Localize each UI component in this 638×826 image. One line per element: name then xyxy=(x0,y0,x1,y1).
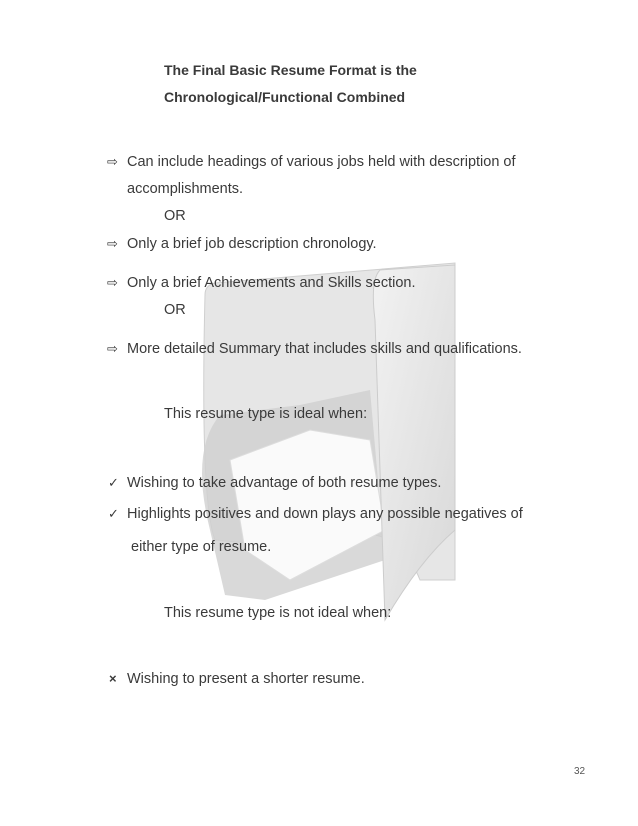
cross-icon: × xyxy=(109,671,117,686)
title-line-2: Chronological/Functional Combined xyxy=(164,89,406,105)
bullet-4: More detailed Summary that includes skills and qualifications. xyxy=(127,341,522,357)
or-label: OR xyxy=(164,302,186,318)
arrow-right-icon: ⇨ xyxy=(107,341,118,356)
or-label: OR xyxy=(164,208,186,224)
arrow-right-icon: ⇨ xyxy=(107,154,118,169)
bullet-3: Only a brief Achievements and Skills section. xyxy=(127,275,416,291)
check-icon: ✓ xyxy=(108,506,119,521)
arrow-right-icon: ⇨ xyxy=(107,236,118,251)
page-number: 32 xyxy=(574,766,586,777)
bullet-2: Only a brief job description chronology. xyxy=(127,236,377,252)
not-ideal-heading: This resume type is not ideal when: xyxy=(164,605,392,621)
ideal-item-2-line-2: either type of resume. xyxy=(131,539,272,555)
ideal-item-2-line-1: Highlights positives and down plays any possible negatives of xyxy=(127,506,523,522)
check-icon: ✓ xyxy=(108,475,119,490)
title-line-1: The Final Basic Resume Format is the xyxy=(164,62,417,78)
ideal-item-1: Wishing to take advantage of both resume types. xyxy=(127,475,442,491)
ideal-heading: This resume type is ideal when: xyxy=(164,406,368,422)
not-ideal-item-1: Wishing to present a shorter resume. xyxy=(127,671,365,687)
bullet-1-line-2: accomplishments. xyxy=(127,181,244,197)
arrow-right-icon: ⇨ xyxy=(107,275,118,290)
bullet-1-line-1: Can include headings of various jobs held with description of xyxy=(127,154,516,170)
